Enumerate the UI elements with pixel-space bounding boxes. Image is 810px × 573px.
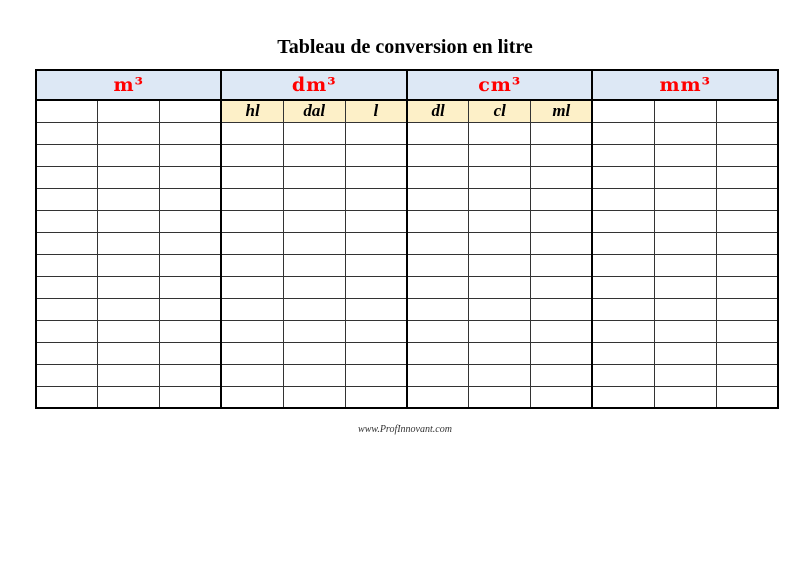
table-cell xyxy=(654,298,716,320)
table-cell xyxy=(716,298,778,320)
table-cell xyxy=(716,342,778,364)
table-cell xyxy=(345,276,407,298)
table-row xyxy=(36,144,778,166)
table-cell xyxy=(469,210,531,232)
table-cell xyxy=(716,166,778,188)
table-cell xyxy=(716,386,778,408)
table-cell xyxy=(160,144,222,166)
table-cell xyxy=(531,320,593,342)
table-cell xyxy=(345,188,407,210)
table-row xyxy=(36,276,778,298)
table-cell xyxy=(36,210,98,232)
table-cell xyxy=(592,210,654,232)
table-cell xyxy=(283,166,345,188)
table-row xyxy=(36,232,778,254)
table-cell xyxy=(36,342,98,364)
table-cell xyxy=(160,254,222,276)
table-row xyxy=(36,298,778,320)
table-cell xyxy=(531,232,593,254)
table-cell xyxy=(654,166,716,188)
unit-header-mm3: mm³ xyxy=(592,70,778,100)
table-cell xyxy=(283,188,345,210)
table-cell xyxy=(98,122,160,144)
table-row xyxy=(36,254,778,276)
table-cell xyxy=(36,144,98,166)
table-cell xyxy=(98,188,160,210)
table-cell xyxy=(469,188,531,210)
table-cell xyxy=(160,342,222,364)
table-cell xyxy=(531,254,593,276)
unit-header-dm3: dm³ xyxy=(221,70,406,100)
table-cell xyxy=(98,364,160,386)
table-cell xyxy=(469,342,531,364)
table-cell xyxy=(592,298,654,320)
table-cell xyxy=(160,188,222,210)
table-cell xyxy=(531,144,593,166)
table-cell xyxy=(654,276,716,298)
table-cell xyxy=(345,122,407,144)
table-cell xyxy=(716,364,778,386)
sub-label-hl: hl xyxy=(221,100,283,122)
table-cell xyxy=(592,188,654,210)
table-cell xyxy=(283,298,345,320)
table-cell xyxy=(531,166,593,188)
table-cell xyxy=(283,364,345,386)
table-cell xyxy=(345,144,407,166)
table-cell xyxy=(592,364,654,386)
table-cell xyxy=(531,276,593,298)
sub-label-row xyxy=(36,100,778,122)
table-cell xyxy=(716,254,778,276)
table-cell xyxy=(531,298,593,320)
table-cell xyxy=(407,276,469,298)
table-cell xyxy=(98,254,160,276)
table-cell xyxy=(345,320,407,342)
table-cell xyxy=(36,364,98,386)
table-cell xyxy=(654,386,716,408)
table-cell xyxy=(221,210,283,232)
unit-header-row xyxy=(36,70,778,100)
table-cell xyxy=(592,254,654,276)
table-cell xyxy=(98,144,160,166)
table-cell xyxy=(407,188,469,210)
table-cell xyxy=(98,320,160,342)
table-cell xyxy=(345,166,407,188)
table-cell xyxy=(221,386,283,408)
table-cell xyxy=(531,364,593,386)
table-cell xyxy=(221,320,283,342)
table-cell xyxy=(36,188,98,210)
sub-label-cell xyxy=(654,100,716,122)
table-cell xyxy=(36,298,98,320)
table-cell xyxy=(283,254,345,276)
table-cell xyxy=(160,122,222,144)
table-cell xyxy=(407,144,469,166)
table-cell xyxy=(716,320,778,342)
table-cell xyxy=(283,342,345,364)
table-cell xyxy=(716,144,778,166)
table-cell xyxy=(221,166,283,188)
table-cell xyxy=(407,166,469,188)
table-cell xyxy=(283,276,345,298)
table-cell xyxy=(36,232,98,254)
sub-label-cl: cl xyxy=(469,100,531,122)
table-cell xyxy=(98,276,160,298)
table-cell xyxy=(469,232,531,254)
table-cell xyxy=(469,364,531,386)
table-cell xyxy=(36,320,98,342)
table-cell xyxy=(716,232,778,254)
table-cell xyxy=(592,342,654,364)
table-cell xyxy=(345,298,407,320)
table-cell xyxy=(654,144,716,166)
sub-label-cell xyxy=(36,100,98,122)
table-cell xyxy=(654,188,716,210)
table-cell xyxy=(654,232,716,254)
table-cell xyxy=(407,364,469,386)
table-cell xyxy=(36,254,98,276)
table-cell xyxy=(345,364,407,386)
table-cell xyxy=(98,386,160,408)
table-cell xyxy=(36,276,98,298)
table-cell xyxy=(531,342,593,364)
table-cell xyxy=(469,276,531,298)
sub-label-cell xyxy=(160,100,222,122)
table-row xyxy=(36,386,778,408)
table-cell xyxy=(221,342,283,364)
table-cell xyxy=(283,386,345,408)
table-cell xyxy=(160,166,222,188)
table-row xyxy=(36,166,778,188)
table-cell xyxy=(469,386,531,408)
table-cell xyxy=(221,144,283,166)
table-cell xyxy=(716,276,778,298)
table-cell xyxy=(345,342,407,364)
table-cell xyxy=(592,320,654,342)
table-cell xyxy=(592,122,654,144)
table-cell xyxy=(654,320,716,342)
table-cell xyxy=(716,188,778,210)
table-cell xyxy=(654,122,716,144)
table-cell xyxy=(98,232,160,254)
conversion-table xyxy=(35,69,779,409)
table-cell xyxy=(592,144,654,166)
table-cell xyxy=(221,298,283,320)
sub-label-l: l xyxy=(345,100,407,122)
table-cell xyxy=(221,232,283,254)
table-cell xyxy=(221,364,283,386)
table-cell xyxy=(469,166,531,188)
table-cell xyxy=(283,210,345,232)
sub-label-cell xyxy=(716,100,778,122)
table-cell xyxy=(98,342,160,364)
sub-label-dal: dal xyxy=(283,100,345,122)
table-cell xyxy=(407,386,469,408)
table-cell xyxy=(160,276,222,298)
table-row xyxy=(36,342,778,364)
table-cell xyxy=(469,298,531,320)
table-cell xyxy=(36,122,98,144)
table-cell xyxy=(407,122,469,144)
table-cell xyxy=(160,298,222,320)
table-cell xyxy=(283,320,345,342)
unit-header-cm3: cm³ xyxy=(407,70,592,100)
table-cell xyxy=(283,122,345,144)
table-cell xyxy=(592,386,654,408)
table-cell xyxy=(283,232,345,254)
table-cell xyxy=(716,122,778,144)
table-cell xyxy=(36,386,98,408)
table-cell xyxy=(407,298,469,320)
table-row xyxy=(36,188,778,210)
table-cell xyxy=(592,232,654,254)
table-cell xyxy=(469,122,531,144)
table-cell xyxy=(98,298,160,320)
sub-label-ml: ml xyxy=(531,100,593,122)
table-cell xyxy=(221,276,283,298)
table-cell xyxy=(345,232,407,254)
table-cell xyxy=(407,254,469,276)
table-cell xyxy=(654,210,716,232)
table-cell xyxy=(283,144,345,166)
table-row xyxy=(36,122,778,144)
sub-label-dl: dl xyxy=(407,100,469,122)
table-cell xyxy=(407,210,469,232)
sub-label-cell xyxy=(98,100,160,122)
table-cell xyxy=(36,166,98,188)
table-cell xyxy=(160,232,222,254)
unit-header-m3: m³ xyxy=(36,70,221,100)
table-cell xyxy=(531,386,593,408)
table-row xyxy=(36,320,778,342)
table-cell xyxy=(469,144,531,166)
table-cell xyxy=(345,210,407,232)
table-cell xyxy=(469,320,531,342)
table-cell xyxy=(98,166,160,188)
table-cell xyxy=(716,210,778,232)
table-cell xyxy=(469,254,531,276)
table-cell xyxy=(654,364,716,386)
table-cell xyxy=(654,254,716,276)
sub-label-cell xyxy=(592,100,654,122)
table-cell xyxy=(221,122,283,144)
footer-website: www.ProfInnovant.com xyxy=(358,424,452,435)
table-cell xyxy=(531,122,593,144)
table-cell xyxy=(654,342,716,364)
table-cell xyxy=(407,232,469,254)
table-cell xyxy=(221,254,283,276)
page-title: Tableau de conversion en litre xyxy=(277,36,533,58)
table-row xyxy=(36,364,778,386)
table-cell xyxy=(345,254,407,276)
table-cell xyxy=(221,188,283,210)
table-cell xyxy=(98,210,160,232)
table-cell xyxy=(160,210,222,232)
table-cell xyxy=(592,166,654,188)
table-cell xyxy=(531,210,593,232)
table-cell xyxy=(345,386,407,408)
table-cell xyxy=(160,364,222,386)
table-cell xyxy=(592,276,654,298)
conversion-table-body xyxy=(36,70,778,408)
table-cell xyxy=(160,320,222,342)
table-cell xyxy=(407,342,469,364)
table-row xyxy=(36,210,778,232)
table-cell xyxy=(407,320,469,342)
table-cell xyxy=(160,386,222,408)
table-cell xyxy=(531,188,593,210)
